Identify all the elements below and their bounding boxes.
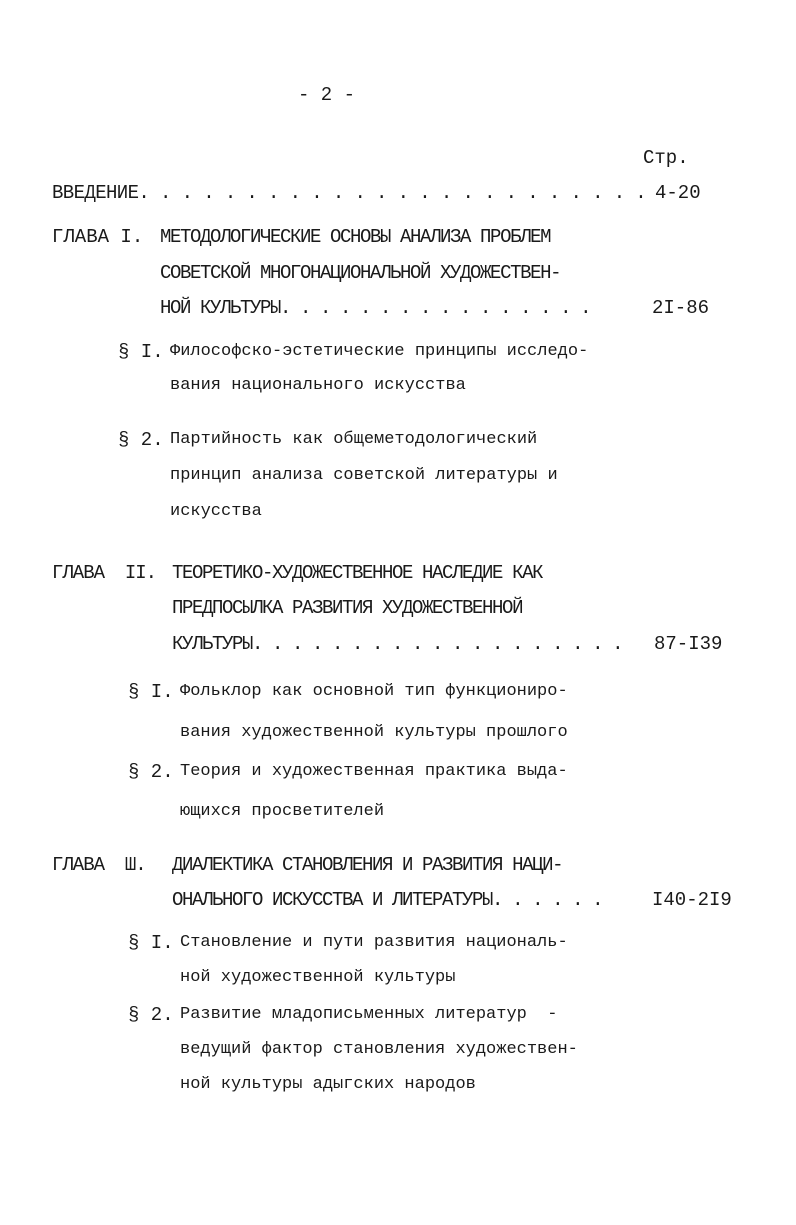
chapter-1-title-line: НОЙ КУЛЬТУРЫ. . . . . . . . . . . . . . . .	[160, 297, 591, 319]
section-line: искусства	[170, 502, 262, 521]
chapter-2-title-line: КУЛЬТУРЫ. . . . . . . . . . . . . . . . . . .	[172, 633, 623, 655]
section-line: ной художественной культуры	[180, 968, 456, 987]
chapter-2-title-line: ПРЕДПОСЫЛКА РАЗВИТИЯ ХУДОЖЕСТВЕННОЙ	[172, 597, 523, 619]
chapter-3-label: ГЛАВА Ш.	[52, 854, 146, 876]
section-line: вания художественной культуры прошлого	[180, 723, 568, 742]
section-label: § I.	[128, 681, 174, 703]
toc-intro-pages: 4-20	[655, 182, 701, 204]
section-line: Партийность как общеметодологический	[170, 430, 538, 449]
chapter-2-label: ГЛАВА II.	[52, 562, 157, 584]
chapter-1-label: ГЛАВА I.	[52, 226, 144, 248]
section-line: вания национального искусства	[170, 376, 466, 395]
section-line: Фольклор как основной тип функциониро-	[180, 682, 568, 701]
chapter-3-title-line: ДИАЛЕКТИКА СТАНОВЛЕНИЯ И РАЗВИТИЯ НАЦИ-	[172, 854, 563, 876]
section-line: принцип анализа советской литературы и	[170, 466, 558, 485]
section-label: § 2.	[128, 761, 174, 783]
chapter-2-pages: 87-I39	[654, 633, 723, 655]
section-line: Развитие младописьменных литератур -	[180, 1005, 558, 1024]
chapter-3-pages: I40-2I9	[652, 889, 732, 911]
section-label: § I.	[118, 341, 164, 363]
section-line: ведущий фактор становления художествен-	[180, 1040, 578, 1059]
section-line: ющихся просветителей	[180, 802, 385, 821]
section-label: § I.	[128, 932, 174, 954]
section-line: Становление и пути развития националь-	[180, 933, 568, 952]
section-label: § 2.	[118, 429, 164, 451]
chapter-1-title-line: МЕТОДОЛОГИЧЕСКИЕ ОСНОВЫ АНАЛИЗА ПРОБЛЕМ	[160, 226, 551, 248]
toc-intro-title: ВВЕДЕНИЕ. . . . . . . . . . . . . . . . . . . . . . . .	[52, 182, 647, 204]
chapter-1-title-line: СОВЕТСКОЙ МНОГОНАЦИОНАЛЬНОЙ ХУДОЖЕСТВЕН-	[160, 262, 561, 284]
page-number: - 2 -	[298, 84, 356, 106]
chapter-2-title-line: ТЕОРЕТИКО-ХУДОЖЕСТВЕННОЕ НАСЛЕДИЕ КАК	[172, 562, 543, 584]
chapter-1-pages: 2I-86	[652, 297, 710, 319]
section-label: § 2.	[128, 1004, 174, 1026]
chapter-3-title-line: ОНАЛЬНОГО ИСКУССТВА И ЛИТЕРАТУРЫ. . . . . .	[172, 889, 603, 911]
pages-column-header: Стр.	[643, 147, 689, 169]
section-line: Теория и художественная практика выда-	[180, 762, 568, 781]
section-line: Философско-эстетические принципы исследо-	[170, 342, 589, 361]
section-line: ной культуры адыгских народов	[180, 1075, 476, 1094]
